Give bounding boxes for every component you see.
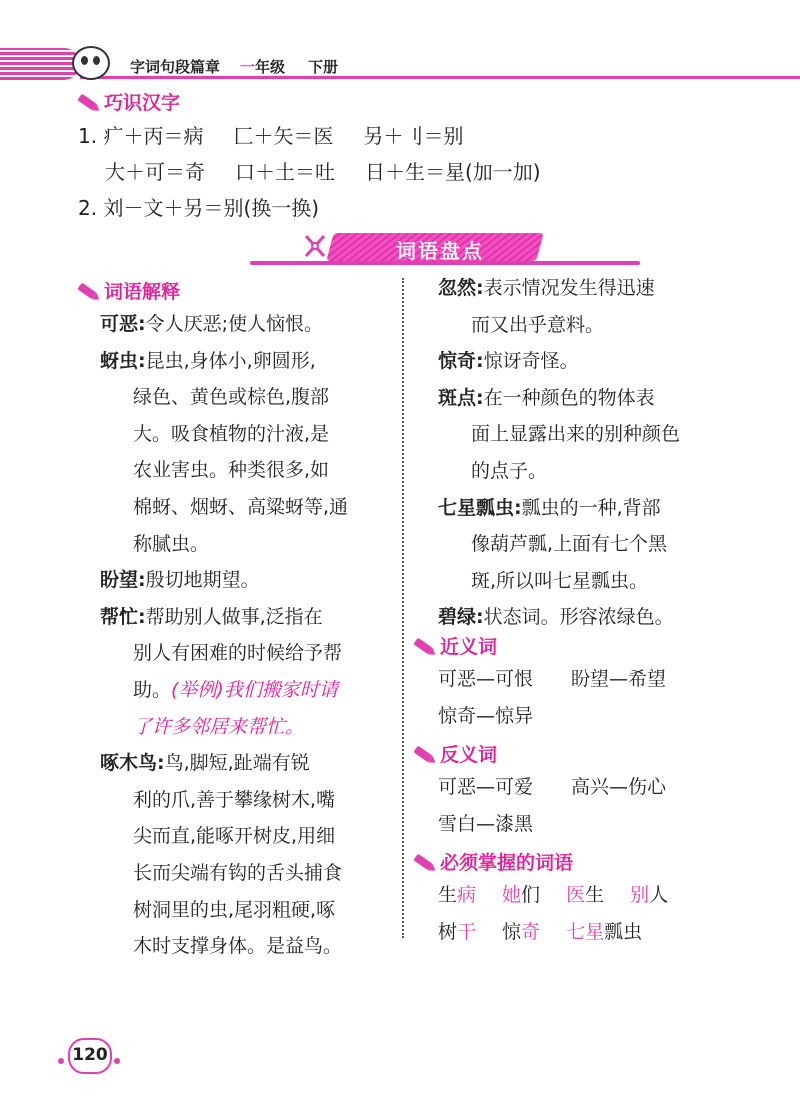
definition-text: 大。吸食植物的汁液,是	[133, 422, 330, 445]
definition-line	[438, 270, 738, 307]
volume-label: 下册	[308, 58, 339, 76]
definition-line	[100, 635, 400, 672]
definition-text: 殷切地期望。	[145, 569, 260, 592]
definition-line	[100, 416, 400, 453]
page-number: 120	[68, 1038, 112, 1074]
must-know-row-1	[438, 877, 758, 914]
definition-line	[438, 453, 738, 490]
definition-line	[100, 855, 400, 892]
word-highlight: 别	[630, 884, 650, 906]
definition-term: 可恶:	[100, 313, 146, 335]
word-plain: 生	[438, 884, 458, 906]
definition-line	[438, 563, 738, 600]
definition-text: 瓢虫的一种,背部	[521, 496, 661, 519]
word-highlight: 七星	[566, 920, 605, 943]
word-highlight: 医	[566, 884, 586, 906]
page-dot-decoration	[114, 1058, 120, 1064]
word	[630, 884, 668, 906]
definition-term: 盼望:	[100, 569, 146, 592]
definition-line	[100, 818, 400, 855]
hanzi-item: 2. 刘－文＋另＝别(换一换)	[78, 196, 320, 220]
word-plain: 生	[585, 884, 605, 906]
definition-text: 帮助别人做事,泛指在	[145, 605, 323, 628]
definition-line	[100, 709, 400, 746]
definition-line	[100, 489, 400, 526]
pencil-icon	[413, 745, 432, 762]
definition-text: 树洞里的虫,尾羽粗硬,啄	[133, 898, 336, 921]
pencil-icon	[413, 853, 432, 870]
definition-text: 表示情况发生得迅速	[483, 277, 655, 299]
definition-example: 了许多邻居来帮忙。	[133, 715, 305, 738]
must-know-words	[438, 877, 758, 950]
hanzi-line-2	[78, 154, 571, 190]
definition-line	[100, 379, 400, 416]
word	[502, 884, 540, 906]
definition-line	[100, 672, 400, 709]
column-divider	[402, 278, 404, 938]
definition-line	[100, 892, 400, 929]
section-title: 词语解释	[104, 281, 181, 303]
header-stripe-decoration	[0, 48, 80, 80]
word	[566, 884, 604, 906]
definition-line	[438, 599, 738, 636]
definition-term: 斑点:	[438, 386, 484, 409]
definition-line	[100, 452, 400, 489]
banner-title: 词语盘点	[396, 239, 484, 263]
definition-line	[438, 526, 738, 563]
definition-text: 而又出乎意料。	[471, 313, 605, 336]
hanzi-item: 日＋生＝星(加一加)	[365, 160, 541, 184]
definition-text: 面上显露出来的别种颜色	[471, 423, 681, 446]
book-title: 字词句段篇章	[130, 58, 221, 76]
definition-term: 啄木鸟:	[100, 752, 165, 775]
definition-text: 斑,所以叫七星瓢虫。	[471, 569, 649, 592]
hanzi-item: 1. 疒＋丙＝病	[78, 124, 204, 148]
definition-term: 蚜虫:	[100, 349, 146, 372]
antonym-line: 可恶—可爱 高兴—伤心	[438, 776, 667, 798]
definition-line	[438, 490, 738, 527]
word-plain: 树	[438, 920, 458, 943]
section-heading-hanzi	[78, 88, 180, 115]
pencil-cross-icon	[302, 232, 328, 260]
section-heading-synonyms	[414, 632, 497, 659]
section-title: 反义词	[440, 744, 498, 766]
grade-label	[240, 56, 285, 77]
definition-text: 称腻虫。	[133, 532, 210, 555]
word-plain: 惊	[502, 920, 522, 943]
definition-line	[438, 380, 738, 417]
definition-example: (举例)我们搬家时请	[171, 678, 338, 701]
definition-text: 鸟,脚短,趾端有锐	[164, 752, 310, 775]
section-banner	[250, 230, 640, 266]
word	[566, 921, 642, 943]
definition-text: 别人有困难的时候给予帮	[133, 642, 343, 665]
definition-line	[438, 416, 738, 453]
synonym-line: 可恶—可恨 盼望—希望	[438, 668, 667, 690]
definitions-left	[100, 306, 400, 965]
definition-text: 的点子。	[471, 459, 548, 482]
synonym-line: 惊奇—惊异	[438, 704, 534, 727]
definition-line	[438, 307, 738, 344]
definition-line	[100, 782, 400, 819]
definition-line	[100, 562, 400, 599]
word-plain: 们	[521, 884, 541, 906]
definition-line	[100, 526, 400, 563]
definition-term: 忽然:	[438, 277, 484, 299]
definition-line	[438, 343, 738, 380]
word	[438, 884, 476, 906]
section-heading-antonyms	[414, 740, 497, 767]
pencil-icon	[77, 93, 96, 110]
grade-text: 年级	[255, 58, 286, 76]
pencil-icon	[413, 637, 432, 654]
must-know-row-2	[438, 914, 758, 951]
definition-text: 助。	[133, 678, 172, 701]
definition-text: 长而尖端有钩的舌头捕食	[133, 861, 343, 884]
hanzi-item: 匚＋矢＝医	[233, 124, 334, 148]
antonyms-list	[438, 769, 666, 842]
hanzi-item: 另＋刂＝别	[363, 124, 464, 148]
section-title: 近义词	[440, 636, 498, 658]
section-title: 巧识汉字	[104, 92, 181, 114]
definition-term: 碧绿:	[438, 606, 484, 629]
word-highlight: 她	[502, 884, 522, 906]
hanzi-line-1	[78, 118, 571, 154]
definition-line	[100, 599, 400, 636]
definition-text: 木时支撑身体。是益鸟。	[133, 935, 343, 958]
definition-text: 惊讶奇怪。	[483, 350, 579, 373]
definition-text: 昆虫,身体小,卵圆形,	[145, 349, 316, 372]
hanzi-line-3	[78, 190, 571, 226]
definition-text: 状态词。形容浓绿色。	[483, 606, 674, 629]
word-highlight: 干	[457, 920, 477, 943]
definition-line	[100, 745, 400, 782]
section-title: 必须掌握的词语	[440, 852, 574, 874]
page-header	[0, 48, 800, 80]
definition-text: 尖而直,能啄开树皮,用细	[133, 825, 336, 848]
word-plain: 瓢虫	[604, 920, 643, 943]
definition-term: 惊奇:	[438, 350, 484, 373]
definition-text: 棉蚜、烟蚜、高粱蚜等,通	[133, 495, 349, 518]
antonym-line: 雪白—漆黑	[438, 812, 534, 835]
definition-line	[100, 306, 400, 343]
definition-line	[100, 928, 400, 965]
hanzi-lines	[78, 118, 571, 226]
word-highlight: 病	[457, 884, 477, 906]
synonyms-list	[438, 661, 666, 734]
grade-dash: 一	[240, 58, 256, 76]
definition-text: 绿色、黄色或棕色,腹部	[133, 386, 330, 409]
definition-text: 令人厌恶;使人恼恨。	[145, 313, 324, 335]
definition-line	[100, 343, 400, 380]
definition-text: 像葫芦瓢,上面有七个黑	[471, 533, 668, 556]
page-dot-decoration	[58, 1058, 64, 1064]
pencil-icon	[77, 282, 96, 299]
definition-text: 利的爪,善于攀缘树木,嘴	[133, 788, 336, 811]
word-highlight: 奇	[521, 920, 541, 943]
definitions-right	[438, 270, 738, 636]
definition-term: 七星瓢虫:	[438, 496, 522, 519]
hanzi-item: 大＋可＝奇	[105, 160, 205, 184]
section-heading-must-know	[414, 848, 573, 875]
word	[438, 921, 476, 943]
word-plain: 人	[649, 884, 669, 906]
section-heading-definitions	[78, 277, 180, 304]
definition-text: 在一种颜色的物体表	[483, 386, 655, 409]
word	[502, 921, 540, 943]
definition-text: 农业害虫。种类很多,如	[133, 459, 330, 482]
mascot-icon	[72, 46, 110, 80]
definition-term: 帮忙:	[100, 605, 146, 628]
hanzi-item: 口＋土＝吐	[235, 160, 335, 184]
